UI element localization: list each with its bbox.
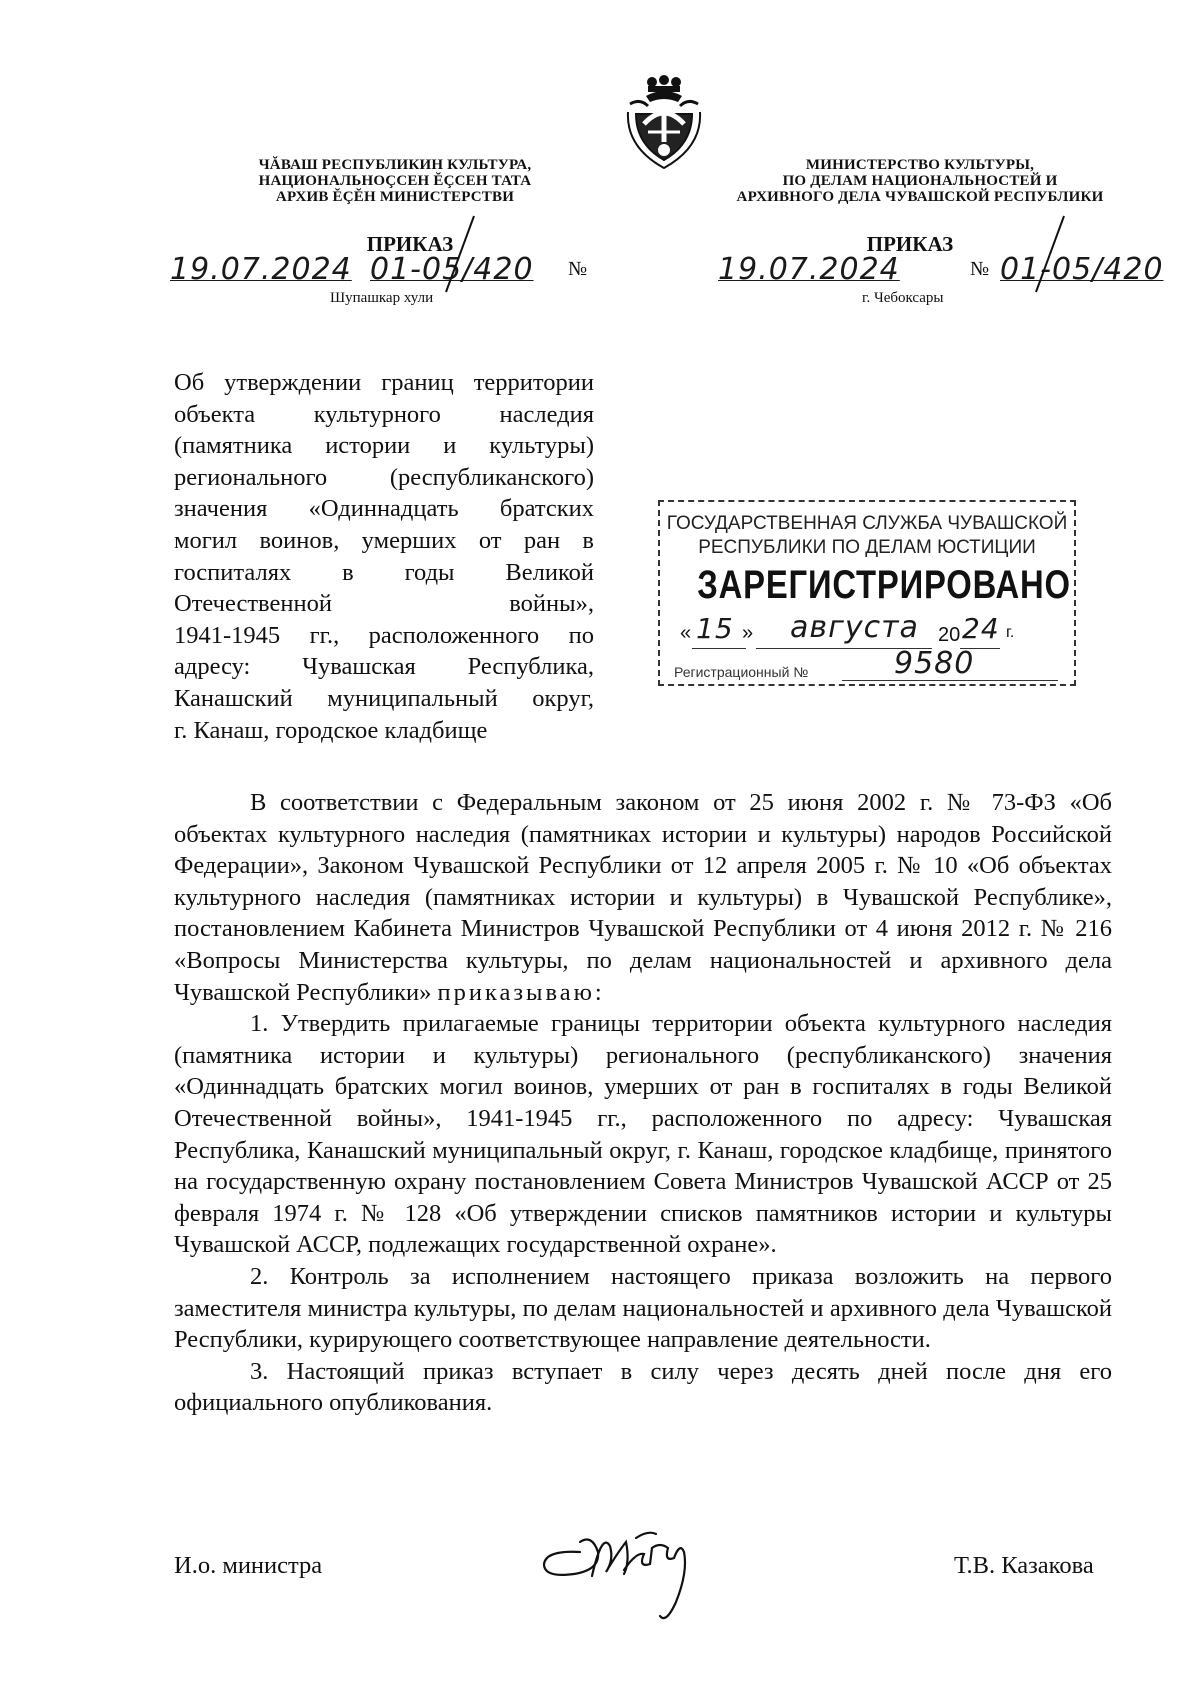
title-line: Канашский муниципальный округ,	[174, 684, 594, 712]
stamp-registration-number	[674, 646, 1064, 682]
title-line: адресу: Чувашская Республика,	[174, 653, 594, 681]
order-date-left: 19.07.2024	[170, 252, 352, 287]
header-left-org	[180, 157, 610, 205]
order-item-3: 3. Настоящий приказ вступает в силу через десять дней после дня его официального опубликования.	[174, 1357, 1112, 1417]
title-line: г. Канаш, городское кладбище	[174, 716, 488, 744]
stamp-quote-close: »	[742, 622, 754, 644]
title-line: 1941-1945 гг., расположенного по	[174, 621, 594, 649]
order-body	[174, 787, 1112, 1419]
doc-type-right: ПРИКАЗ	[866, 232, 954, 256]
handwritten-signature	[540, 1512, 710, 1632]
header-right-line: ПО ДЕЛАМ НАЦИОНАЛЬНОСТЕЙ И	[782, 173, 1058, 189]
number-sign-right: №	[970, 258, 990, 280]
order-title	[174, 367, 594, 746]
stamp-year-prefix: 20	[938, 624, 961, 646]
stamp-reg-number: 9580	[894, 646, 975, 681]
coat-of-arms-icon	[618, 72, 710, 172]
header-right-line: МИНИСТЕРСТВО КУЛЬТУРЫ,	[805, 157, 1035, 173]
header-left-line: НАЦИОНАЛЬНОÇСЕН ĔÇСЕН ТАТА	[258, 173, 532, 189]
place-right: г. Чебоксары	[862, 290, 944, 306]
order-number-left: 01-05/420	[370, 252, 534, 287]
stamp-date	[680, 610, 1070, 652]
header-right-line: АРХИВНОГО ДЕЛА ЧУВАШСКОЙ РЕСПУБЛИКИ	[736, 189, 1104, 205]
stamp-org-line: ГОСУДАРСТВЕННАЯ СЛУЖБА ЧУВАШСКОЙ	[666, 513, 1068, 534]
title-line: регионального (республиканского)	[174, 463, 594, 491]
registration-stamp	[658, 500, 1076, 686]
title-line: значения «Одиннадцать братских	[174, 495, 594, 523]
stamp-year-unit: г.	[1006, 624, 1015, 641]
stamp-year-suffix: 24	[962, 612, 1000, 645]
stamp-quote-open: «	[680, 622, 692, 644]
stamp-day: 15	[696, 612, 734, 645]
header-left-line: АРХИВ ĔÇĔН МИНИСТЕРСТВИ	[275, 189, 515, 205]
doc-type-left: ПРИКАЗ	[366, 232, 454, 256]
stamp-title: ЗАРЕГИСТРИРОВАНО	[697, 563, 1071, 607]
number-sign-left: №	[568, 258, 588, 280]
order-number-right: 01-05/420	[1000, 252, 1164, 287]
header-left-line: ЧĂВАШ РЕСПУБЛИКИН КУЛЬТУРА,	[258, 157, 532, 173]
order-word: приказываю:	[437, 978, 605, 1006]
order-item-1: 1. Утвердить прилагаемые границы территории объекта культурного наследия (памятника истории и культуры) регионального (республиканского) значения «Одиннадцать братских могил воинов, умерших от ран в госпиталях в годы Великой Отечественной войны», 1941-1945 гг., расположенного по адресу: Чувашская Республика, Канашский муниципальный округ, г. Канаш, городское кладбище, принятого на государственную охрану постановлением Совета Министров Чувашской АССР от 25 февраля 1974 г. № 128 «Об утверждении списков памятников истории и культуры Чувашской АССР, подлежащих государственной охране».	[174, 1010, 1112, 1259]
title-line: могил воинов, умерших от ран в	[174, 526, 594, 554]
title-line: (памятника истории и культуры)	[174, 432, 594, 460]
title-line: Об утверждении границ территории	[174, 369, 594, 396]
signatory-position: И.о. министра	[174, 1552, 323, 1579]
stamp-reg-label: Регистрационный №	[674, 664, 809, 680]
preamble-paragraph	[174, 787, 1112, 1008]
signatory-name: Т.В. Казакова	[954, 1552, 1094, 1579]
number-slash-mark	[440, 214, 480, 294]
number-slash-mark	[1030, 214, 1070, 294]
header-right-org	[700, 157, 1140, 205]
title-line: госпиталях в годы Великой	[174, 558, 594, 586]
order-date-right: 19.07.2024	[718, 252, 900, 287]
place-left: Шупашкар хули	[330, 290, 434, 306]
stamp-organization	[660, 512, 1074, 560]
preamble-text: В соответствии с Федеральным законом от 25 июня 2002 г. № 73-ФЗ «Об объектах культурного наследия (памятниках истории и культуры) народов Российской Федерации», Законом Чувашской Республики от 12 апреля 2005 г. № 10 «Об объектах культурного наследия (памятниках истории и культуры) в Чувашской Республике», постановлением Кабинета Министров Чувашской Республики от 4 июня 2012 г. № 216 «Вопросы Министерства культуры, по делам национальностей и архивного дела Чувашской Республики»	[174, 789, 1112, 1006]
title-line: Отечественной войны»,	[174, 590, 594, 618]
order-item-2: 2. Контроль за исполнением настоящего приказа возложить на первого заместителя министра культуры, по делам национальностей и архивного дела Чувашской Республики, курирующего соответствующее направление деятельности.	[174, 1262, 1112, 1354]
stamp-org-line: РЕСПУБЛИКИ ПО ДЕЛАМ ЮСТИЦИИ	[698, 537, 1036, 558]
title-line: объекта культурного наследия	[174, 400, 594, 428]
stamp-month: августа	[790, 610, 919, 645]
